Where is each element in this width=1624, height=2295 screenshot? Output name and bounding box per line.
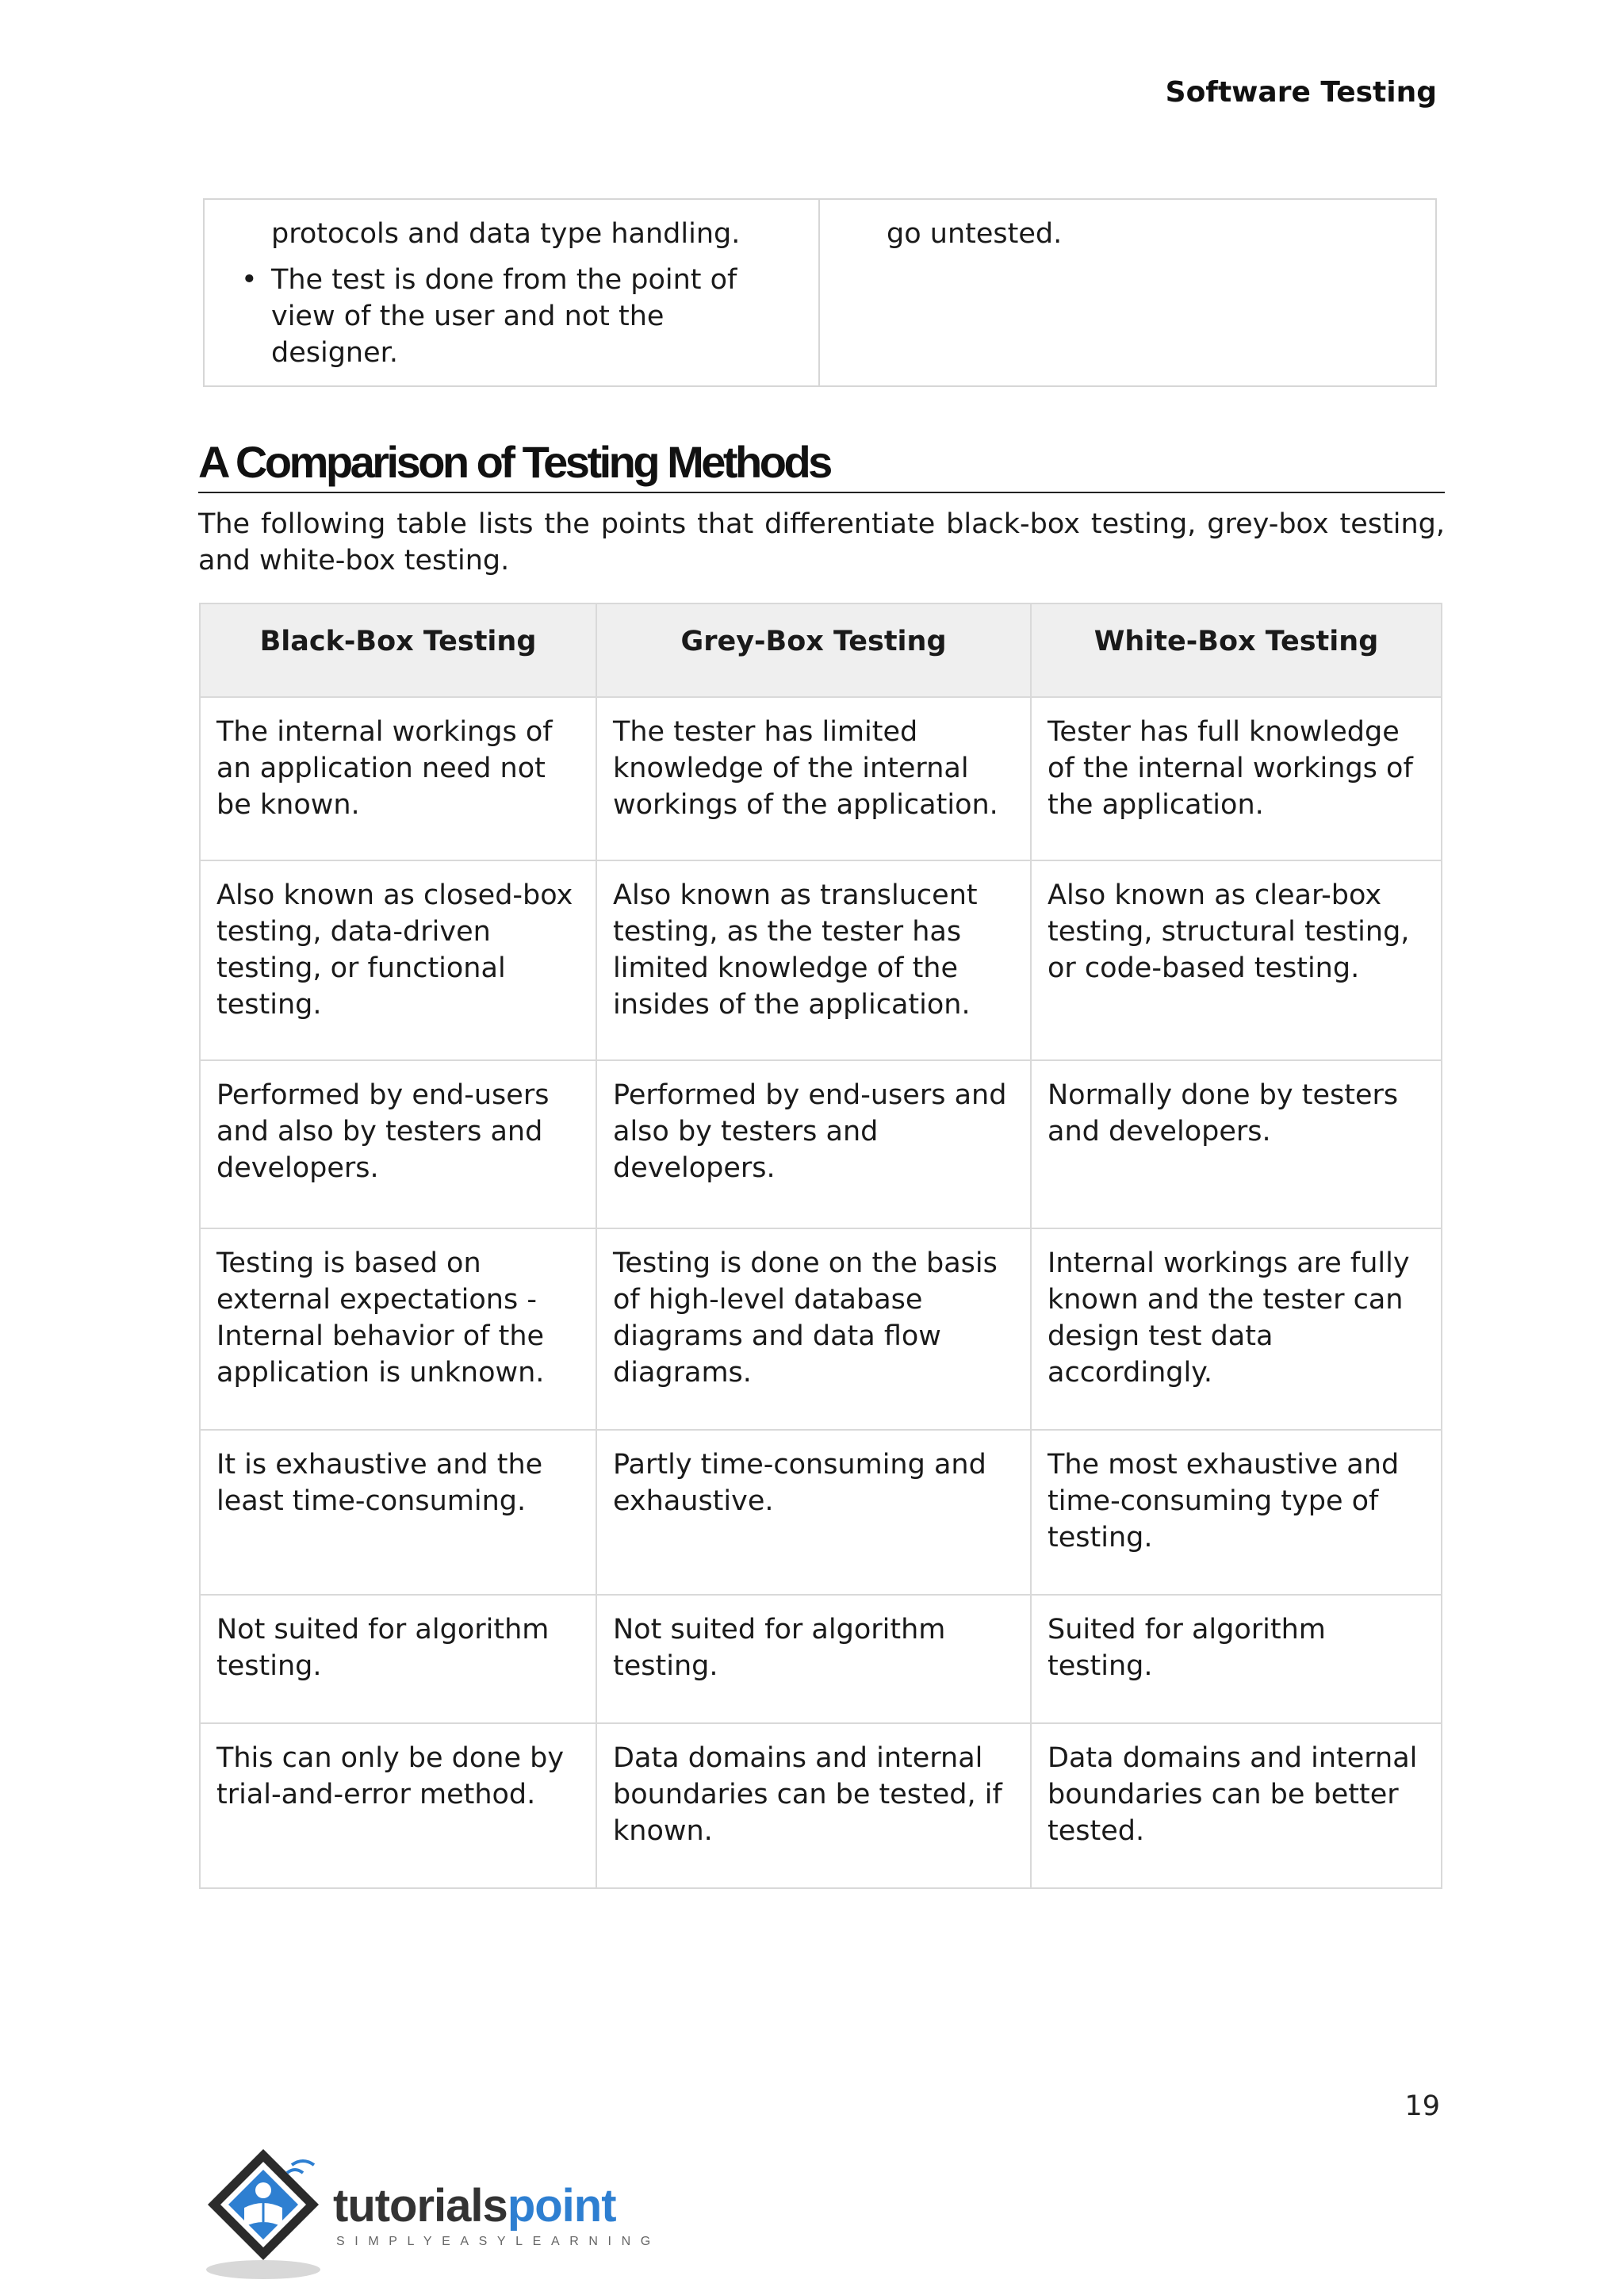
table-cell: Performed by end-users and also by testers and developers. — [596, 1060, 1031, 1228]
logo-tagline: SIMPLYEASYLEARNING — [336, 2235, 661, 2248]
continuation-text: protocols and data type handling. — [271, 218, 741, 250]
table-header-row — [200, 603, 1442, 697]
table-cell: This can only be done by trial-and-error method. — [200, 1723, 596, 1888]
table-cell: Testing is done on the basis of high-level database diagrams and data flow diagrams. — [596, 1228, 1031, 1430]
tutorialspoint-logo — [198, 2141, 674, 2284]
table-cell: Data domains and internal boundaries can be tested, if known. — [596, 1723, 1031, 1888]
table-cell: Also known as closed-box testing, data-driven testing, or functional testing. — [200, 860, 596, 1060]
bullet-text: The test is done from the point of view of the user and not the designer. — [271, 264, 737, 369]
table-row — [200, 1060, 1442, 1228]
logo-word-tutorials: tutorials — [333, 2180, 508, 2232]
table-cell: Not suited for algorithm testing. — [200, 1595, 596, 1723]
table-row — [200, 1723, 1442, 1888]
table-cell: Not suited for algorithm testing. — [596, 1595, 1031, 1723]
table-cell: Testing is based on external expectations - Internal behavior of the application is unknown. — [200, 1228, 596, 1430]
section-heading: A Comparison of Testing Methods — [198, 435, 1445, 493]
logo-word-point: point — [507, 2180, 616, 2232]
table-cell: The tester has limited knowledge of the internal workings of the application. — [596, 697, 1031, 860]
table-row — [200, 1595, 1442, 1723]
column-header-black-box: Black-Box Testing — [200, 603, 596, 697]
column-header-white-box: White-Box Testing — [1031, 603, 1442, 697]
bullet-item — [224, 262, 799, 371]
column-header-grey-box: Grey-Box Testing — [596, 603, 1031, 697]
table-cell: The most exhaustive and time-consuming type of testing. — [1031, 1430, 1442, 1595]
table-cell: It is exhaustive and the least time-consuming. — [200, 1430, 596, 1595]
table-cell: Partly time-consuming and exhaustive. — [596, 1430, 1031, 1595]
comparison-table — [199, 603, 1442, 1889]
logo-wordmark — [333, 2179, 616, 2232]
running-header-title: Software Testing — [1165, 76, 1437, 109]
table-row — [200, 1228, 1442, 1430]
tutorialspoint-logo-icon — [198, 2141, 341, 2284]
bullet-icon: • — [241, 264, 258, 296]
table-row — [200, 860, 1442, 1060]
intro-paragraph: The following table lists the points that differentiate black-box testing, grey-box testing, and white-box testing. — [198, 508, 1445, 577]
table-cell: Internal workings are fully known and the tester can design test data accordingly. — [1031, 1228, 1442, 1430]
table-cell: Performed by end-users and also by testers and developers. — [200, 1060, 596, 1228]
table-cell: Also known as clear-box testing, structural testing, or code-based testing. — [1031, 860, 1442, 1060]
table-cell: Also known as translucent testing, as the tester has limited knowledge of the insides of the application. — [596, 860, 1031, 1060]
continuation-cell-right — [820, 200, 1435, 385]
table-row — [200, 1430, 1442, 1595]
table-cell: Data domains and internal boundaries can be better tested. — [1031, 1723, 1442, 1888]
table-cell: The internal workings of an application need not be known. — [200, 697, 596, 860]
continuation-cell-left — [205, 200, 820, 385]
page-number: 19 — [1404, 2090, 1440, 2122]
table-cell: Tester has full knowledge of the internal workings of the application. — [1031, 697, 1442, 860]
table-cell: Suited for algorithm testing. — [1031, 1595, 1442, 1723]
table-cell: Normally done by testers and developers. — [1031, 1060, 1442, 1228]
continuation-text: go untested. — [887, 218, 1063, 250]
table-row — [200, 697, 1442, 860]
continuation-table — [203, 198, 1437, 387]
